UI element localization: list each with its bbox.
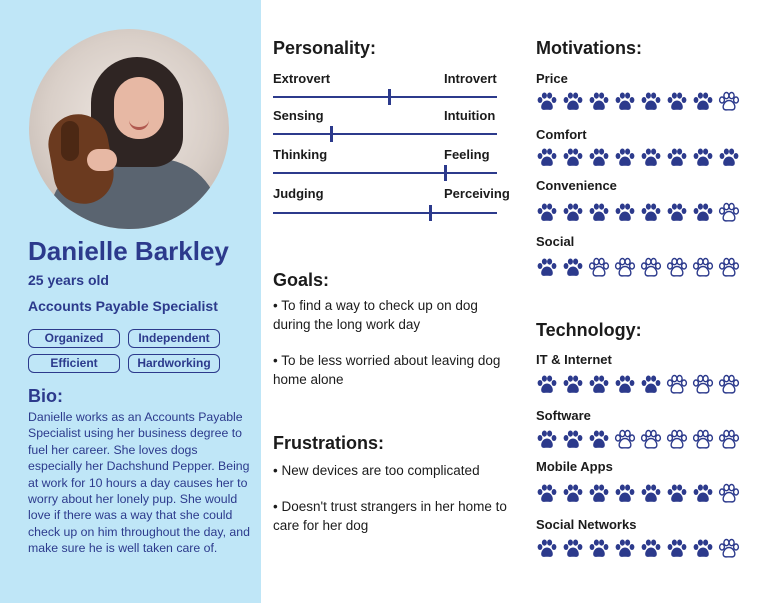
paw-rating	[536, 147, 746, 169]
paw-icon	[640, 429, 662, 451]
paw-icon	[692, 202, 714, 224]
paw-rating	[536, 538, 746, 560]
personality-scale	[273, 133, 497, 135]
paw-icon	[666, 147, 688, 169]
paw-icon	[666, 257, 688, 279]
paw-icon	[562, 257, 584, 279]
paw-icon	[692, 147, 714, 169]
frustrations-heading: Frustrations:	[273, 433, 385, 453]
paw-icon	[666, 538, 688, 560]
technology-label: Mobile Apps	[536, 459, 613, 474]
paw-icon	[588, 429, 610, 451]
motivation-label: Social	[536, 234, 575, 249]
trait-tag: Hardworking	[128, 354, 220, 373]
paw-icon	[718, 429, 740, 451]
paw-icon	[588, 483, 610, 505]
technology-label: Software	[536, 408, 591, 423]
paw-icon	[640, 257, 662, 279]
paw-icon	[692, 257, 714, 279]
paw-icon	[588, 257, 610, 279]
paw-icon	[536, 538, 558, 560]
paw-rating	[536, 257, 746, 279]
goals-heading: Goals:	[273, 270, 330, 290]
paw-icon	[588, 538, 610, 560]
paw-icon	[614, 147, 636, 169]
trait-tag: Efficient	[28, 354, 120, 373]
scale-left-label: Thinking	[273, 147, 328, 162]
persona-name: Danielle Barkley	[28, 236, 229, 266]
paw-icon	[536, 483, 558, 505]
goal-item: • To be less worried about leaving dog home alone	[273, 353, 501, 387]
paw-icon	[640, 147, 662, 169]
paw-icon	[614, 429, 636, 451]
paw-icon	[718, 483, 740, 505]
paw-icon	[536, 91, 558, 113]
paw-icon	[718, 147, 740, 169]
paw-icon	[614, 202, 636, 224]
paw-icon	[666, 202, 688, 224]
paw-rating	[536, 374, 746, 396]
paw-icon	[692, 91, 714, 113]
paw-icon	[588, 202, 610, 224]
paw-icon	[536, 257, 558, 279]
paw-icon	[562, 147, 584, 169]
persona-job-title: Accounts Payable Specialist	[28, 298, 218, 314]
paw-icon	[666, 483, 688, 505]
paw-icon	[640, 202, 662, 224]
paw-icon	[718, 374, 740, 396]
personality-scale	[273, 212, 497, 214]
paw-icon	[562, 374, 584, 396]
frustration-item: • New devices are too complicated	[273, 463, 480, 478]
paw-icon	[640, 483, 662, 505]
paw-icon	[614, 91, 636, 113]
motivation-label: Comfort	[536, 127, 587, 142]
paw-icon	[562, 202, 584, 224]
scale-marker	[388, 89, 391, 105]
paw-icon	[614, 483, 636, 505]
paw-icon	[666, 91, 688, 113]
personality-scale	[273, 96, 497, 98]
persona-age: 25 years old	[28, 272, 109, 288]
personality-heading: Personality:	[273, 38, 377, 58]
paw-icon	[718, 538, 740, 560]
paw-icon	[692, 483, 714, 505]
paw-icon	[640, 374, 662, 396]
paw-icon	[614, 257, 636, 279]
bio-heading: Bio:	[28, 386, 63, 406]
paw-icon	[692, 429, 714, 451]
scale-marker	[444, 165, 447, 181]
paw-icon	[692, 538, 714, 560]
paw-icon	[588, 91, 610, 113]
paw-rating	[536, 91, 746, 113]
scale-left-label: Judging	[273, 186, 324, 201]
motivations-heading: Motivations:	[536, 38, 642, 58]
paw-rating	[536, 483, 746, 505]
paw-rating	[536, 202, 746, 224]
paw-icon	[614, 374, 636, 396]
frustration-item: • Doesn't trust strangers in her home to care for her dog	[273, 499, 507, 533]
technology-label: Social Networks	[536, 517, 637, 532]
scale-marker	[429, 205, 432, 221]
scale-right-label: Feeling	[444, 147, 490, 162]
paw-icon	[588, 374, 610, 396]
scale-right-label: Perceiving	[444, 186, 510, 201]
scale-right-label: Introvert	[444, 71, 497, 86]
paw-icon	[562, 483, 584, 505]
paw-icon	[536, 374, 558, 396]
paw-icon	[536, 147, 558, 169]
trait-tag: Independent	[128, 329, 220, 348]
profile-panel	[0, 0, 261, 603]
paw-icon	[562, 429, 584, 451]
motivation-label: Convenience	[536, 178, 617, 193]
paw-icon	[588, 147, 610, 169]
profile-photo	[29, 29, 229, 229]
paw-icon	[718, 202, 740, 224]
paw-icon	[614, 538, 636, 560]
paw-icon	[536, 429, 558, 451]
scale-marker	[330, 126, 333, 142]
technology-label: IT & Internet	[536, 352, 612, 367]
trait-tag: Organized	[28, 329, 120, 348]
paw-icon	[562, 538, 584, 560]
personality-scale	[273, 172, 497, 174]
paw-rating	[536, 429, 746, 451]
paw-icon	[718, 91, 740, 113]
scale-right-label: Intuition	[444, 108, 496, 123]
goal-item: • To find a way to check up on dog during the long work day	[273, 298, 478, 332]
paw-icon	[666, 429, 688, 451]
paw-icon	[666, 374, 688, 396]
paw-icon	[692, 374, 714, 396]
paw-icon	[562, 91, 584, 113]
paw-icon	[640, 91, 662, 113]
motivation-label: Price	[536, 71, 568, 86]
paw-icon	[536, 202, 558, 224]
technology-heading: Technology:	[536, 320, 642, 340]
scale-left-label: Extrovert	[273, 71, 331, 86]
paw-icon	[640, 538, 662, 560]
paw-icon	[718, 257, 740, 279]
scale-left-label: Sensing	[273, 108, 324, 123]
bio-text: Danielle works as an Accounts Payable Specialist using her business degree to fuel her career. She loves dogs especially her Dachshund Pepper. Being at work for 10 hours a day causes her to worry about her lonely pup. She would love if there was a way that she could check up on him throughout the day, and make sure he is well taken care of.	[28, 410, 250, 556]
